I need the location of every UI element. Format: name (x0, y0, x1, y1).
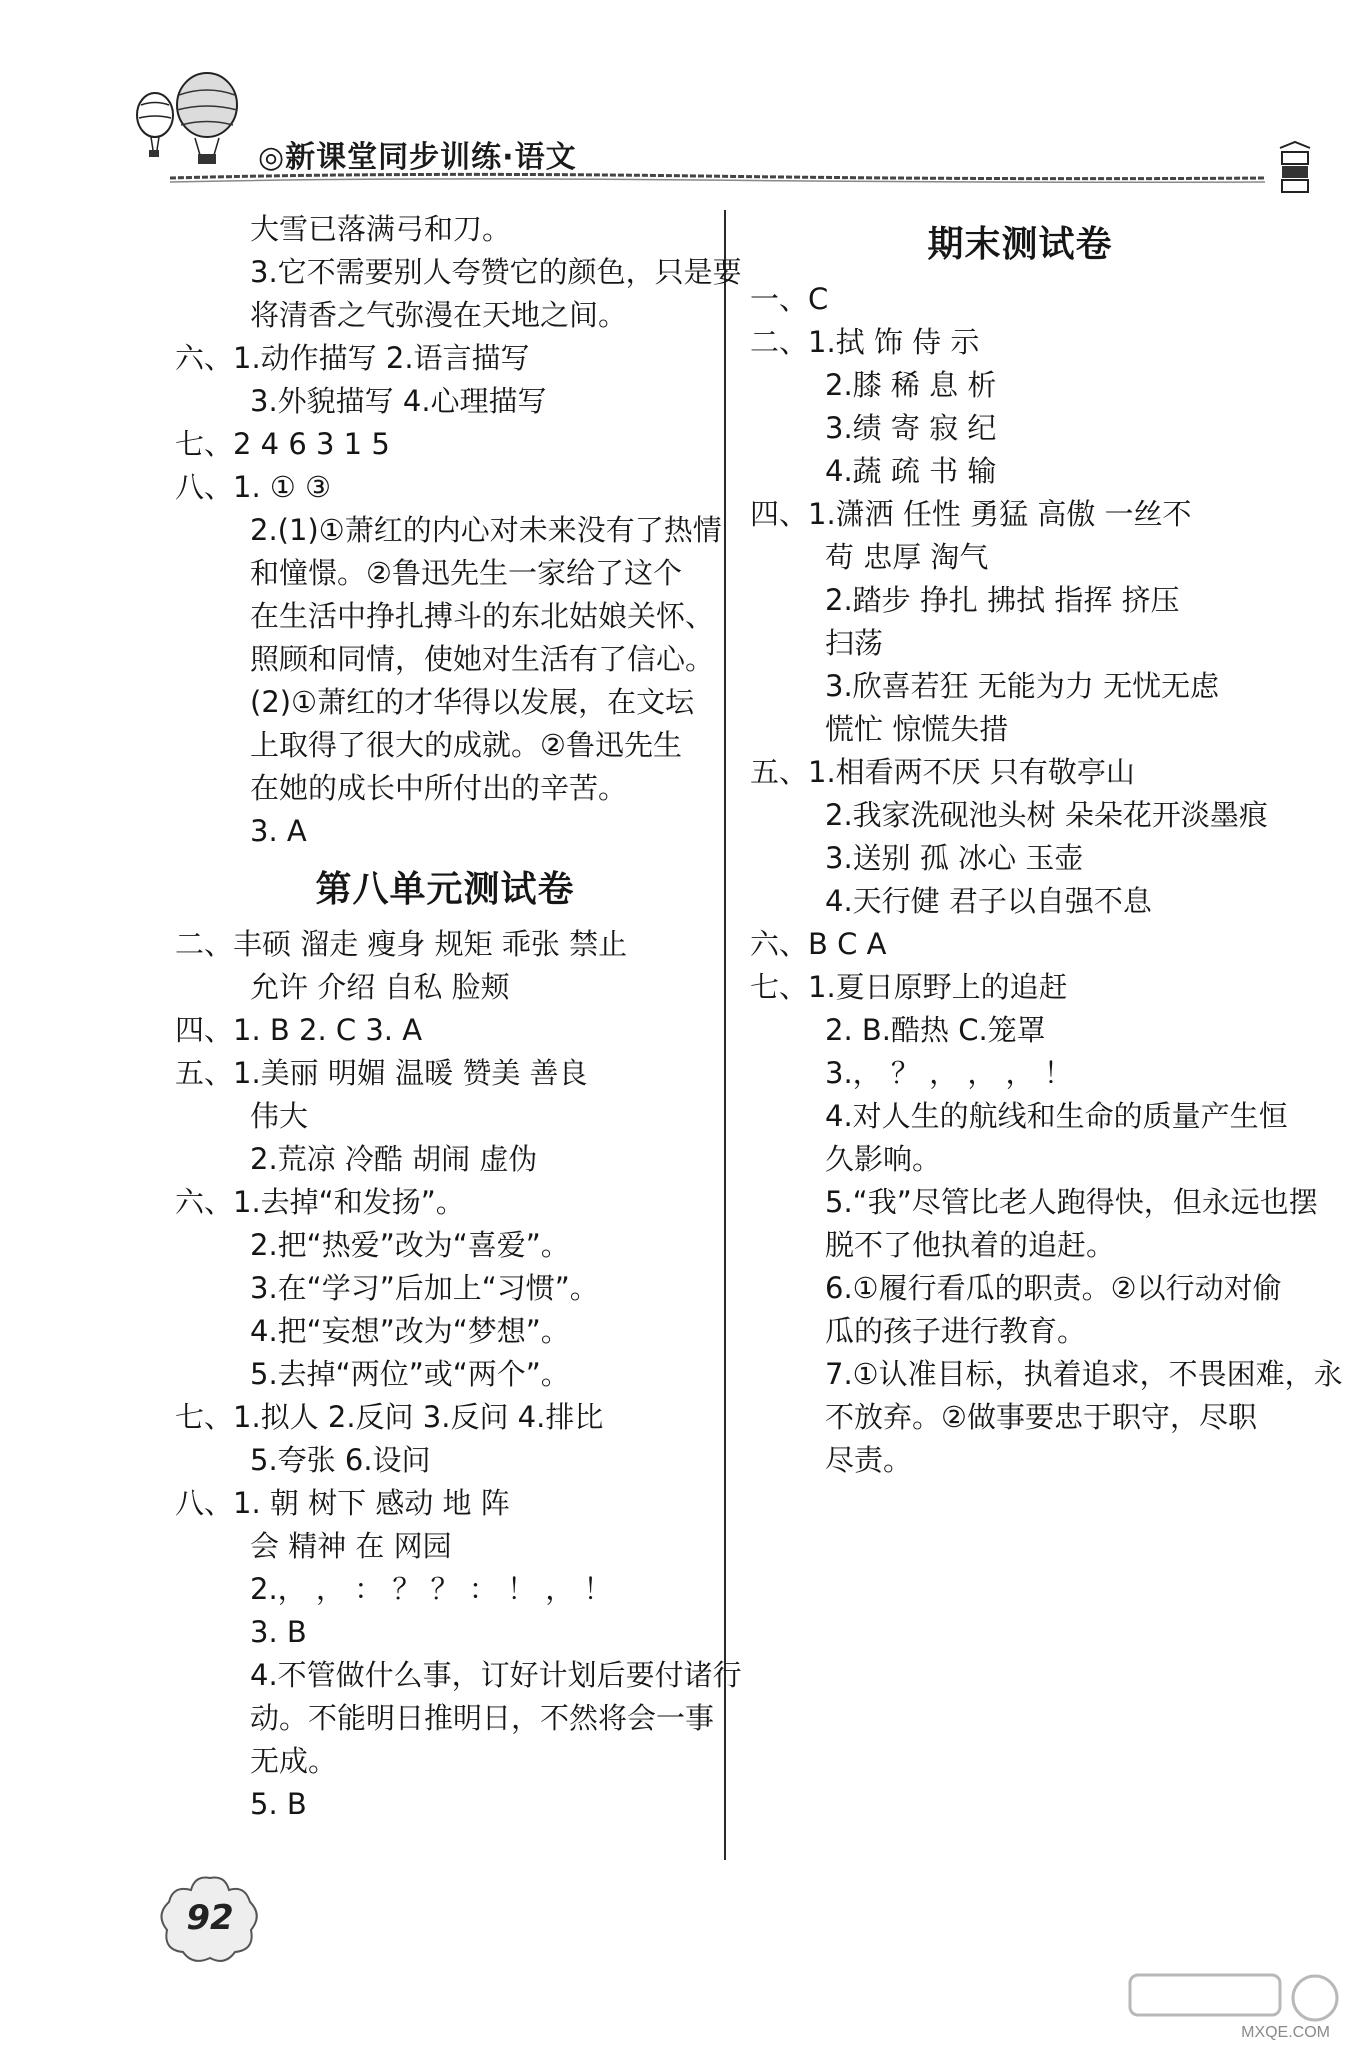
line-l9: 和憧憬。②鲁迅先生一家给了这个 (250, 556, 682, 590)
line-u1: 二、丰硕 溜走 瘦身 规矩 乖张 禁止 (175, 927, 628, 961)
line-r25: 瓜的孩子进行教育。 (825, 1314, 1087, 1348)
line-u4: 五、1.美丽 明媚 温暖 赞美 善良 (175, 1056, 588, 1090)
section-title-unit8: 第八单元测试卷 (315, 869, 575, 910)
line-u10: 4.把“妄想”改为“梦想”。 (250, 1314, 570, 1348)
line-u12: 七、1.拟人 2.反问 3.反问 4.排比 (175, 1400, 604, 1434)
line-u7: 六、1.去掉“和发扬”。 (175, 1185, 465, 1219)
line-u9: 3.在“学习”后加上“习惯”。 (250, 1271, 599, 1305)
line-u14: 八、1. 朝 树下 感动 地 阵 (175, 1486, 510, 1520)
line-l10: 在生活中挣扎搏斗的东北姑娘关怀、 (250, 599, 715, 633)
line-r5: 4.蔬 疏 书 输 (825, 454, 997, 488)
line-l7: 八、1. ① ③ (175, 470, 332, 504)
page-number-badge (155, 1870, 265, 1970)
line-r13: 2.我家洗砚池头树 朵朵花开淡墨痕 (825, 798, 1268, 832)
line-l14: 在她的成长中所付出的辛苦。 (250, 771, 628, 805)
line-r8: 2.踏步 挣扎 拂拭 指挥 挤压 (825, 583, 1180, 617)
line-u20: 无成。 (250, 1744, 338, 1778)
line-r11: 慌忙 惊慌失措 (825, 712, 1009, 746)
line-u11: 5.去掉“两位”或“两个”。 (250, 1357, 570, 1391)
line-l6: 七、2 4 6 3 1 5 (175, 427, 390, 461)
line-l12: (2)①萧红的才华得以发展，在文坛 (250, 685, 695, 719)
line-l8: 2.(1)①萧红的内心对未来没有了热情 (250, 513, 722, 547)
line-r14: 3.送别 孤 冰心 玉壶 (825, 841, 1084, 875)
line-r24: 6.①履行看瓜的职责。②以行动对偷 (825, 1271, 1282, 1305)
line-l11: 照顾和同情，使她对生活有了信心。 (250, 642, 715, 676)
line-r2: 二、1.拭 饰 侍 示 (750, 325, 980, 359)
line-l2: 3.它不需要别人夸赞它的颜色，只是要 (250, 255, 742, 289)
line-r20: 4.对人生的航线和生命的质量产生恒 (825, 1099, 1288, 1133)
line-u5: 伟大 (250, 1099, 309, 1133)
line-r26: 7.①认准目标，执着追求，不畏困难，永 (825, 1357, 1343, 1391)
line-l4: 六、1.动作描写 2.语言描写 (175, 341, 530, 375)
line-r16: 六、B C A (750, 927, 887, 961)
left-column (175, 208, 742, 1826)
line-r9: 扫荡 (825, 626, 884, 660)
watermark-text: MXQE.COM (1241, 2024, 1330, 2041)
line-u8: 2.把“热爱”改为“喜爱”。 (250, 1228, 570, 1262)
section-title-final: 期末测试卷 (927, 224, 1113, 265)
line-r22: 5.“我”尽管比老人跑得快，但永远也摆 (825, 1185, 1318, 1219)
series-title: ◎新课堂同步训练·语文 (258, 140, 577, 175)
line-r18: 2. B.酷热 C.笼罩 (825, 1013, 1046, 1047)
line-u19: 动。不能明日推明日，不然将会一事 (250, 1701, 715, 1735)
line-u13: 5.夸张 6.设问 (250, 1443, 431, 1477)
line-u17: 3. B (250, 1615, 307, 1649)
line-u15: 会 精神 在 网园 (250, 1529, 452, 1563)
line-r1: 一、C (750, 282, 829, 316)
line-u2: 允许 介绍 自私 脸颊 (250, 970, 510, 1004)
line-u21: 5. B (250, 1787, 307, 1821)
line-l5: 3.外貌描写 4.心理描写 (250, 384, 547, 418)
line-r28: 尽责。 (825, 1443, 913, 1477)
line-u18: 4.不管做什么事，订好计划后要付诸行 (250, 1658, 742, 1692)
line-u16: 2.， ， ： ？ ？ ： ！ ， ！ (250, 1572, 613, 1606)
line-r23: 脱不了他执着的追赶。 (825, 1228, 1116, 1262)
line-r17: 七、1.夏日原野上的追赶 (750, 970, 1068, 1004)
line-l3: 将清香之气弥漫在天地之间。 (250, 298, 628, 332)
line-l1: 大雪已落满弓和刀。 (250, 212, 512, 246)
line-u3: 四、1. B 2. C 3. A (175, 1013, 423, 1047)
line-r6: 四、1.潇洒 任性 勇猛 高傲 一丝不 (750, 497, 1192, 531)
right-column (750, 208, 1343, 1482)
line-r15: 4.天行健 君子以自强不息 (825, 884, 1152, 918)
line-r19: 3.， ？ ， ， ， ！ (825, 1056, 1073, 1090)
column-divider (724, 210, 726, 1860)
page-number: 92 (186, 1898, 234, 1938)
line-r3: 2.膝 稀 息 析 (825, 368, 997, 402)
line-r12: 五、1.相看两不厌 只有敬亭山 (750, 755, 1135, 789)
line-l13: 上取得了很大的成就。②鲁迅先生 (250, 728, 682, 762)
line-r7: 苟 忠厚 淘气 (825, 540, 989, 574)
line-l15: 3. A (250, 814, 307, 848)
page-header (0, 0, 1370, 210)
line-r10: 3.欣喜若狂 无能为力 无忧无虑 (825, 669, 1220, 703)
line-u6: 2.荒凉 冷酷 胡闹 虚伪 (250, 1142, 538, 1176)
line-r4: 3.绩 寄 寂 纪 (825, 411, 997, 445)
line-r27: 不放弃。②做事要忠于职守，尽职 (825, 1400, 1257, 1434)
line-r21: 久影响。 (825, 1142, 942, 1176)
header-rule (0, 160, 1370, 200)
